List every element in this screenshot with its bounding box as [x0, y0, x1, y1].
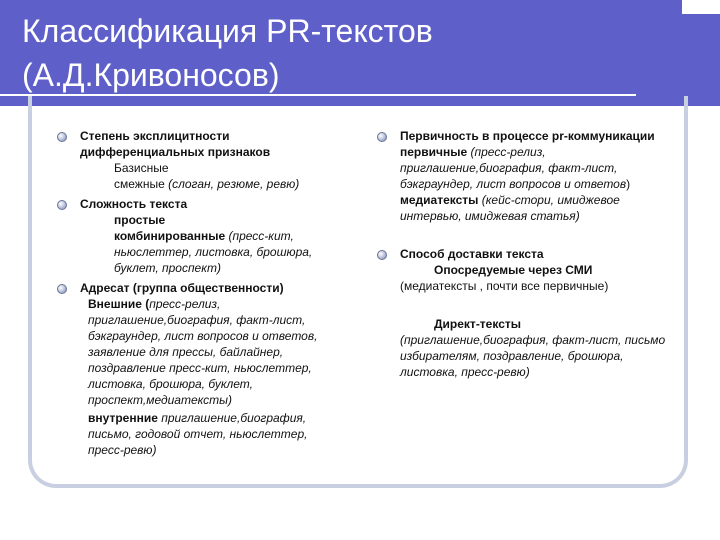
bullet-icon [57, 284, 67, 294]
sub-item [400, 192, 668, 224]
slide-title-line2: (А.Д.Кривоносов) [22, 57, 280, 93]
bullet-icon [57, 132, 67, 142]
right-column [368, 128, 668, 380]
list-item [48, 196, 348, 276]
list-item [48, 128, 348, 192]
sub-item-note: (медиатексты , почти все первичные) [400, 279, 609, 293]
item-heading: Сложность текста [80, 197, 188, 211]
sub-item: Базисные [114, 161, 169, 175]
sub-item: простые [114, 213, 166, 227]
sub-item-label: смежные [114, 177, 165, 191]
sub-item-close: ) [626, 177, 631, 191]
sub-item-label: Опосредуемые через СМИ [434, 263, 593, 277]
item-heading: Степень эксплицитности дифференциальных признаков [80, 129, 271, 159]
sub-item-label: медиатексты [400, 193, 479, 207]
bullet-icon [57, 200, 67, 210]
sub-item-note: (кейс-стори, имиджевое интервью, имиджевая статья) [400, 193, 620, 223]
sub-item-label: Директ-тексты [434, 317, 522, 331]
list-item [368, 128, 668, 224]
sub-item-label: Внешние ( [88, 297, 150, 311]
sub-item-note: (пресс-релиз, приглашение,биография, факт-лист, бэкграундер, лист вопросов и ответов [400, 145, 627, 191]
list-item [368, 246, 668, 380]
item-heading: Первичность в процессе pr-коммуникации [400, 129, 655, 143]
bullet-icon [377, 250, 387, 260]
sub-item [80, 228, 348, 276]
sub-item-note: пресс-релиз, приглашение,биография, факт-лист, бэкграундер, лист вопросов и ответов, заявление для прессы, байлайнер, поздравление пресс-кит, ньюслеттер, листовка, брошюра, буклет, проспект,медиатексты) [88, 297, 318, 407]
bullet-icon [377, 132, 387, 142]
sub-item [80, 176, 348, 192]
sub-item [400, 144, 668, 192]
sub-item-label: комбинированные [114, 229, 226, 243]
sub-item-label: внутренние [88, 411, 158, 425]
left-column [48, 128, 348, 458]
sub-item-note: приглашение,биография, письмо, годовой отчет, ньюслеттер, пресс-ревю) [88, 411, 308, 457]
sub-item-note: (приглашение,биография, факт-лист, письмо избирателям, поздравление, брошюра, листовка, пресс-ревю) [400, 333, 666, 379]
sub-item-note: (пресс-кит, ньюслеттер, листовка, брошюра, буклет, проспект) [114, 229, 313, 275]
sub-item [80, 296, 344, 408]
sub-item-note: (слоган, резюме, ревю) [168, 177, 300, 191]
item-heading: Способ доставки текста [400, 247, 544, 261]
item-heading: Адресат (группа общественности) [80, 281, 284, 295]
sub-item [80, 410, 344, 458]
slide-title-line1: Классификация PR-текстов [22, 13, 433, 49]
sub-item-label: первичные [400, 145, 468, 159]
list-item [48, 280, 348, 458]
